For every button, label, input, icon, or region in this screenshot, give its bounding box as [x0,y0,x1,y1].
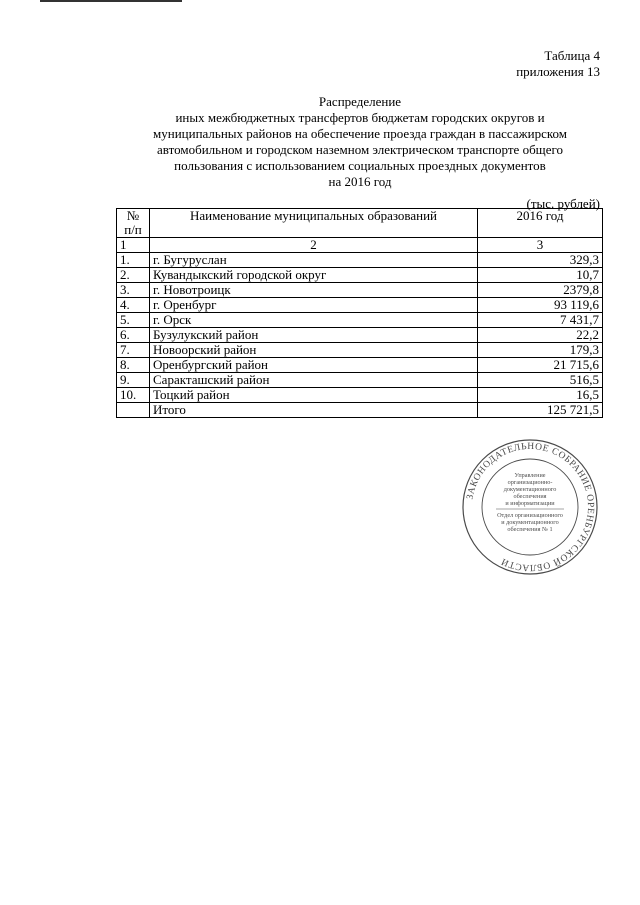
row-name: г. Оренбург [150,298,478,313]
row-name: Кувандыкский городской округ [150,268,478,283]
title-line-3: муниципальных районов на обеспечение проезда граждан в пассажирском [153,126,567,141]
header-number-abbrev: п/п [124,222,142,237]
table-row [117,253,603,268]
row-name: Саракташский район [150,373,478,388]
title-line-5: пользования с использованием социальных проездных документов [174,158,546,173]
svg-text:Управление: Управление [514,472,546,479]
row-value: 179,3 [478,343,603,358]
appendix-number: приложения 13 [516,64,600,79]
svg-text:ЗАКОНОДАТЕЛЬНОЕ СОБРАНИЕ ОРЕНБ: ЗАКОНОДАТЕЛЬНОЕ СОБРАНИЕ ОРЕНБУРГСКОЙ ОБЛАСТИ [465,441,596,573]
table-row [117,283,603,298]
svg-text:документационного: документационного [503,486,557,493]
table-row [117,298,603,313]
svg-text:и информатизации: и информатизации [505,500,555,507]
table-row [117,268,603,283]
row-number: 6. [117,328,150,343]
table-header-row [117,209,603,238]
total-row [117,403,603,418]
header-name: Наименование муниципальных образований [150,209,478,238]
header-value: 2016 год [478,209,603,238]
row-value: 21 715,6 [478,358,603,373]
document-title [100,94,620,190]
row-value: 516,5 [478,373,603,388]
row-value: 93 119,6 [478,298,603,313]
svg-text:обеспечения № 1: обеспечения № 1 [507,526,553,533]
top-rule [40,0,182,2]
table-row [117,358,603,373]
table-body [117,253,603,403]
row-value: 10,7 [478,268,603,283]
row-number: 9. [117,373,150,388]
row-value: 329,3 [478,253,603,268]
table-row [117,328,603,343]
index-cell-3: 3 [478,238,603,253]
row-value: 2379,8 [478,283,603,298]
row-number: 8. [117,358,150,373]
svg-text:организационно-: организационно- [507,479,553,486]
total-number-cell [117,403,150,418]
row-number: 2. [117,268,150,283]
index-cell-1: 1 [117,238,150,253]
table-row [117,343,603,358]
svg-text:Отдел организационного: Отдел организационного [497,512,563,519]
row-name: г. Новотроицк [150,283,478,298]
row-name: Новоорский район [150,343,478,358]
title-line-6: на 2016 год [328,174,392,189]
row-number: 4. [117,298,150,313]
row-value: 16,5 [478,388,603,403]
total-label: Итого [150,403,478,418]
row-name: г. Орск [150,313,478,328]
table-row [117,373,603,388]
row-number: 3. [117,283,150,298]
svg-text:обеспечения: обеспечения [513,493,547,500]
index-cell-2: 2 [150,238,478,253]
row-value: 22,2 [478,328,603,343]
header-number [117,209,150,238]
svg-text:и документационного: и документационного [501,519,559,526]
units-label: (тыс. рублей) [526,196,600,211]
official-stamp-seal [460,437,600,577]
row-number: 10. [117,388,150,403]
row-number: 7. [117,343,150,358]
row-name: Бузулукский район [150,328,478,343]
total-value: 125 721,5 [478,403,603,418]
row-value: 7 431,7 [478,313,603,328]
row-number: 1. [117,253,150,268]
header-number-sign: № [126,208,140,223]
title-line-1: Распределение [318,94,402,109]
title-line-4: автомобильном и городском наземном электрическом транспорте общего [157,142,563,157]
row-name: Тоцкий район [150,388,478,403]
table-row [117,313,603,328]
table-number: Таблица 4 [544,48,600,63]
allocation-table [116,208,603,418]
row-name: г. Бугуруслан [150,253,478,268]
row-name: Оренбургский район [150,358,478,373]
title-line-2: иных межбюджетных трансфертов бюджетам городских округов и [175,110,545,125]
table-index-row [117,238,603,253]
table-reference [516,48,600,80]
table-row [117,388,603,403]
row-number: 5. [117,313,150,328]
